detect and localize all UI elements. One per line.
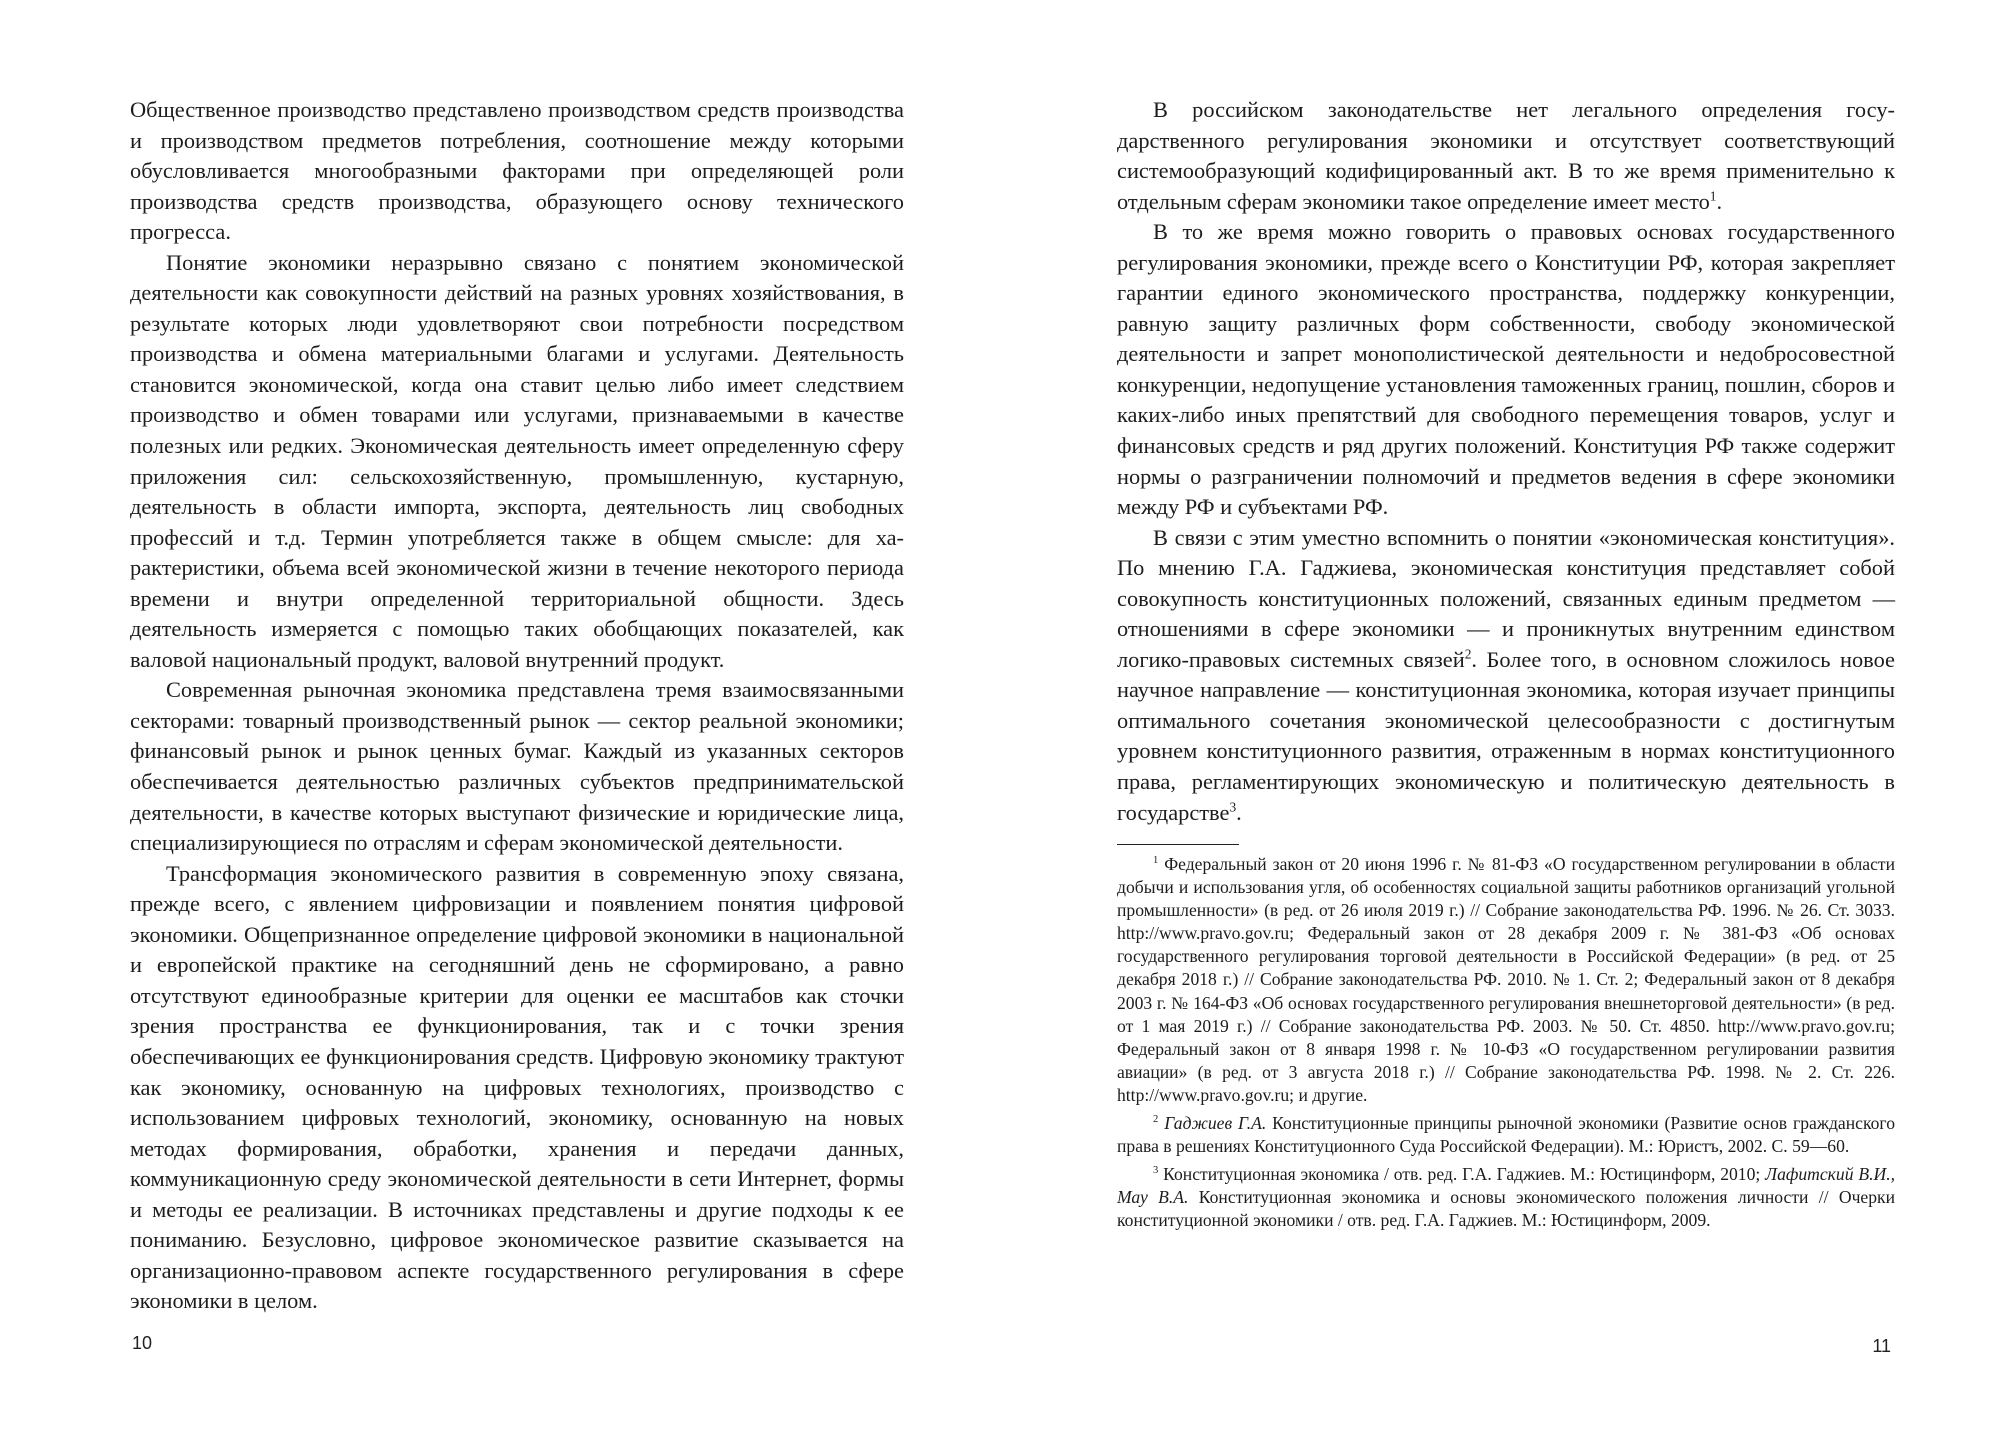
footnote-author: Гаджиев Г.А. bbox=[1164, 1113, 1267, 1134]
footnote-text: Конституционная экономика и основы экономического положения личности // Очерки конституционной экономики / отв. ред. Г.А. Гаджиев. М.: Юстицинформ, 2009. bbox=[1117, 1187, 1895, 1231]
right-page bbox=[1117, 0, 1895, 1453]
paragraph bbox=[1117, 523, 1895, 828]
page-number: 11 bbox=[1872, 1336, 1891, 1356]
paragraph-text: В связи с этим уместно вспомнить о понятии «экономическая конституция». По мнению Г.А. Гаджиева, экономическая конституция представляет собой совокупность конституционных положений, связанных единым предметом — отношениями в сфере экономики — и проникнутых внутренним единством логико-правовых системных связей bbox=[1117, 524, 1895, 672]
footnote-ref[interactable]: 3 bbox=[1229, 799, 1237, 815]
page-number: 10 bbox=[132, 1333, 153, 1353]
paragraph-tail: . bbox=[1716, 188, 1723, 214]
paragraph-tail: . bbox=[1236, 799, 1242, 825]
left-page-body bbox=[130, 95, 904, 1317]
footnote bbox=[1117, 1112, 1895, 1158]
footnote-ref[interactable]: 2 bbox=[1464, 646, 1472, 662]
paragraph-text: В российском законодательстве нет легального определения государственного регулирования экономики и отсутствует соответствующий системообразующий кодифицированный акт. В то же время применительно к отдельным сферам экономики такое определение имеет место bbox=[1117, 97, 1895, 214]
footnote-mark: 1 bbox=[1153, 855, 1159, 867]
paragraph: Общественное производство представлено производством средств производства и производством предметов потребления, соотношение между которыми обусловливается многообразными факторами при определяющей роли производства средств производства, образующего основу технического прогресса. bbox=[130, 97, 904, 245]
paragraph: Современная рыночная экономика представлена тремя взаимосвязанными секторами: товарный производственный рынок — сектор реальной экономики; финансовый рынок и рынок ценных бумаг. Каждый из указанных секторов обеспечивается деятельностью различных субъектов предпринимательской деятельности, в качестве которых выступают физические и юридические лица, специализирующиеся по отраслям и сферам экономической деятельности. bbox=[130, 677, 904, 856]
right-page-body bbox=[1117, 95, 1895, 828]
paragraph bbox=[1117, 217, 1895, 522]
paragraph: Понятие экономики неразрывно связано с понятием экономической деятельности как совокупности действий на разных уровнях хозяйствования, в результате которых люди удовлетворяют свои потребности посредством производства и обмена материальными благами и услугами. Деятельность становится экономической, когда она ставит целью либо имеет следствием производство и обмен товарами или услугами, признаваемыми в качестве полезных или редких. Экономическая деятельность имеет определенную сферу приложения сил: сельскохозяйственную, промышленную, кустарную, деятельность в области импорта, экспорта, деятельность лиц свободных профессий и т.д. Термин употребляется также в общем смысле: для характеристики, объема всей экономической жизни в течение некоторого периода времени и внутри определенной территориальной общности. Здесь деятельность измеряется с помощью таких обобщающих показателей, как валовой национальный продукт, валовой внутренний продукт. bbox=[130, 249, 904, 672]
paragraph-tail: . Более того, в основном сложилось новое научное направление — конституционная экономика, которая изучает принципы оптимального сочетания экономической целесообразности с достигнутым уровнем конституционного развития, отраженным в нормах конституционного права, регламентирующих экономическую и политическую деятельность в государстве bbox=[1117, 646, 1896, 825]
footnote-author: Лафитский В.И., Мау В.А. bbox=[1117, 1164, 1895, 1208]
footnote-text: Конституционная экономика / отв. ред. Г.А. Гаджиев. М.: Юстицинформ, 2010; bbox=[1163, 1164, 1766, 1185]
paragraph-text: В то же время можно говорить о правовых основах государственного регулирования экономики, прежде всего о Конституции РФ, которая закрепляет гарантии единого экономического пространства, поддержку конкуренции, равную защиту различных форм собственности, свободу экономической деятельности и запрет монополистической деятельности и недобросовестной конкуренции, недопущение установления таможенных границ, пошлин, сборов и каких-либо иных препятствий для свободного перемещения товаров, услуг и финансовых средств и ряд других положений. Конституция РФ также содержит нормы о разграничении полномочий и предметов ведения в сфере экономики между РФ и субъектами РФ. bbox=[1117, 219, 1895, 520]
paragraph: Трансформация экономического развития в современную эпоху связана, прежде всего, с явлением цифровизации и появлением понятия цифровой экономики. Общепризнанное определение цифровой экономики в национальной и европейской практике на сегодняшний день не сформировано, а равно отсутствуют единообразные критерии для оценки ее масштабов как сточки зрения пространства ее функционирования, так и с точки зрения обеспечивающих ее функционирования средств. Цифровую экономику трактуют как экономику, основанную на цифровых технологиях, производство с использованием цифровых технологий, экономику, основанную на новых методах формирования, обработки, хранения и передачи данных, коммуникационную среду экономической деятельности в сети Интернет, формы и методы ее реализации. В источниках представлены и другие подходы к ее пониманию. Безусловно, цифровое экономическое развитие сказывается на организационно-правовом аспекте государственного регулирования в сфере экономики в целом. bbox=[130, 860, 904, 1314]
footnote-mark: 3 bbox=[1153, 1165, 1159, 1177]
footnote-divider bbox=[1117, 844, 1239, 845]
left-page bbox=[130, 0, 904, 1453]
footnotes bbox=[1117, 853, 1895, 1238]
footnote bbox=[1117, 1163, 1895, 1232]
footnote-text: Федеральный закон от 20 июня 1996 г. № 81-ФЗ «О государственном регулировании в области добычи и использования угля, об особенностях социальной защиты работников организаций угольной промышленности» (в ред. от 26 июля 2019 г.) // Собрание законодательства РФ. 1996. № 26. Ст. 3033. http://www.pravo.gov.ru; Федеральный закон от 28 декабря 2009 г. № 381-ФЗ «Об основах государственного регулирования торговой деятельности в Российской Федерации» (в ред. от 25 декабря 2018 г.) // Собрание законодательства РФ. 2010. № 1. Ст. 2; Федеральный закон от 8 декабря 2003 г. № 164-ФЗ «Об основах государственного регулирования внешнеторговой деятельности» (в ред. от 1 мая 2019 г.) // Собрание законодательства РФ. 2003. № 50. Ст. 4850. http://www.pravo.gov.ru; Федеральный закон от 8 января 1998 г. № 10-ФЗ «О государственном регулировании развития авиации» (в ред. от 3 августа 2018 г.) // Собрание законодательства РФ. 1998. № 2. Ст. 226. http://www.pravo.gov.ru; и другие. bbox=[1117, 854, 1895, 1105]
footnote bbox=[1117, 853, 1895, 1107]
footnote-text: Конституционные принципы рыночной экономики (Развитие основ гражданского права в решениях Конституционного Суда Российской Федерации). М.: Юристъ, 2002. С. 59—60. bbox=[1117, 1113, 1895, 1157]
footnote-ref[interactable]: 1 bbox=[1709, 188, 1717, 204]
paragraph bbox=[1117, 95, 1895, 217]
footnote-mark: 2 bbox=[1153, 1114, 1159, 1126]
